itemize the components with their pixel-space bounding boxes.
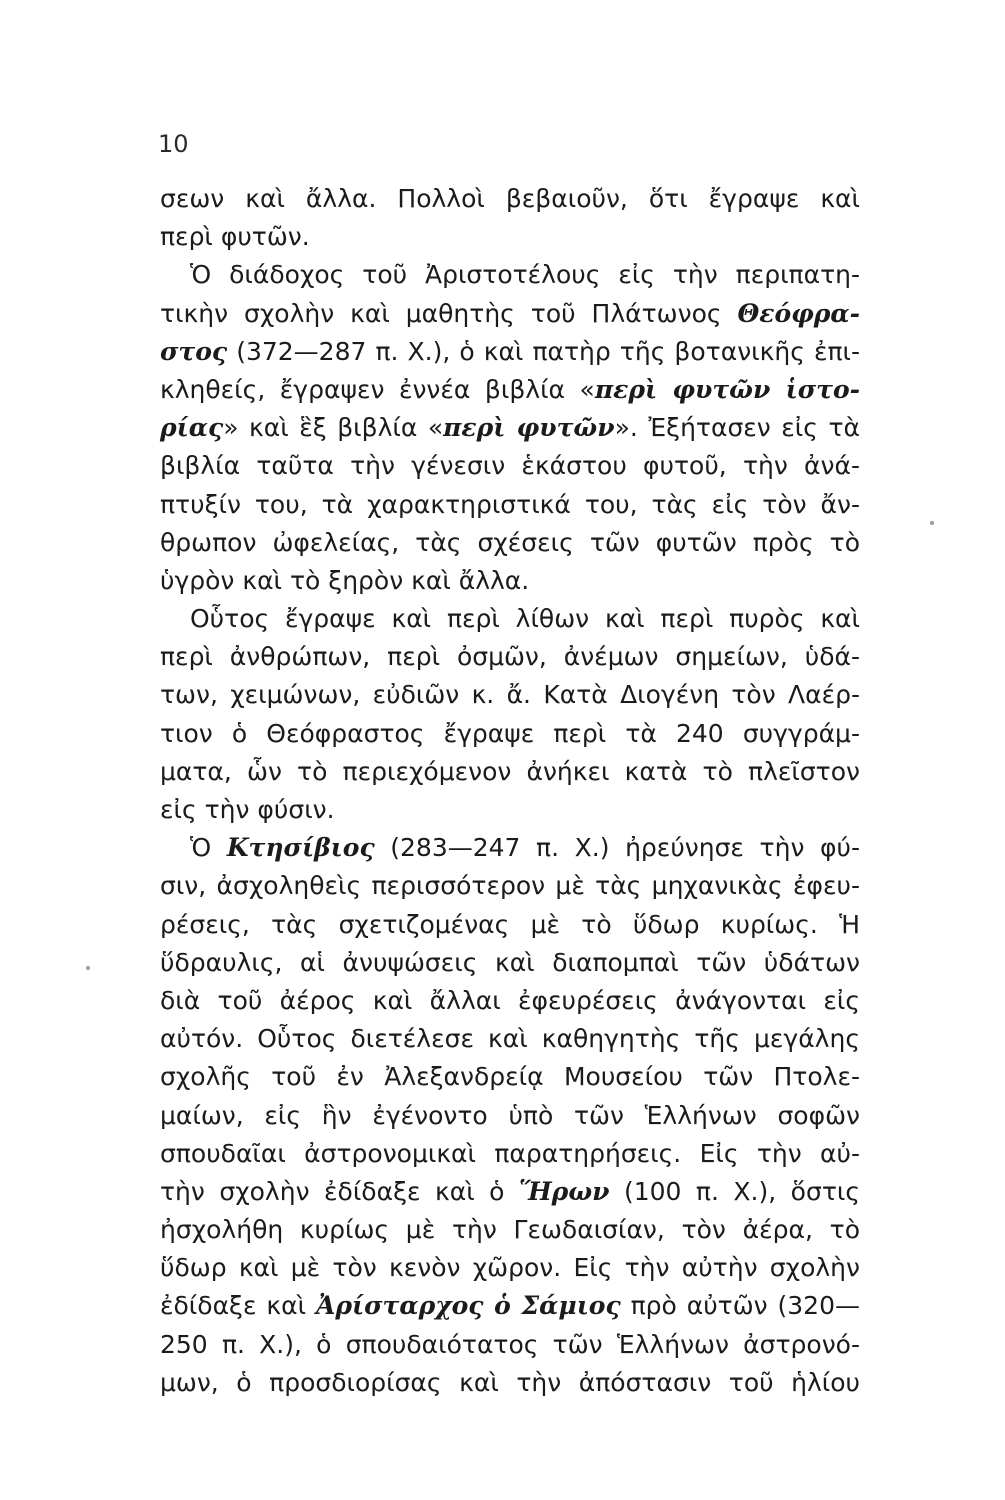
text-line — [160, 1211, 860, 1249]
emphasized-name: περὶ φυτῶν ἱστο- — [594, 374, 860, 404]
text-segment: περὶ ἀνθρώπων, περὶ ὀσμῶν, ἀνέμων σημείων, ὑδά- — [160, 642, 860, 672]
text-segment: μων, ὁ προσδιορίσας καὶ τὴν ἀπόστασιν τοῦ ἡλίου — [160, 1367, 860, 1397]
text-line — [160, 218, 860, 256]
text-line — [160, 409, 860, 447]
text-line — [160, 447, 860, 485]
text-line — [160, 1173, 860, 1211]
text-line — [160, 715, 860, 753]
emphasized-name: Ἀρίσταρχος ὁ Σάμιος — [315, 1291, 621, 1321]
text-segment: κληθείς, ἔγραψεν ἐννέα βιβλία « — [160, 374, 595, 404]
text-segment: ὕδραυλις, αἱ ἀνυψώσεις καὶ διαπομπαὶ τῶν ὑδάτων — [160, 947, 860, 977]
text-segment: τιον ὁ Θεόφραστος ἔγραψε περὶ τὰ 240 συγγράμ- — [160, 718, 860, 748]
text-line — [160, 1135, 860, 1173]
emphasized-name: Θεόφρα- — [737, 298, 860, 328]
emphasized-name: ρίας — [160, 413, 224, 443]
text-segment: σχολῆς τοῦ ἐν Ἀλεξανδρείᾳ Μουσείου τῶν Πτολε- — [160, 1062, 860, 1092]
text-segment: (283—247 π. Χ.) ἠρεύνησε τὴν φύ- — [374, 833, 860, 863]
text-segment: ὑγρὸν καὶ τὸ ξηρὸν καὶ ἄλλα. — [160, 565, 530, 595]
text-line — [160, 676, 860, 714]
emphasized-name: περὶ φυτῶν — [443, 413, 615, 443]
text-line — [160, 1287, 860, 1325]
text-segment: τὴν σχολὴν ἐδίδαξε καὶ ὁ — [160, 1176, 519, 1206]
text-line — [160, 753, 860, 791]
page-number: 10 — [158, 130, 189, 158]
text-segment: θρωπον ὠφελείας, τὰς σχέσεις τῶν φυτῶν πρὸς τὸ — [160, 527, 860, 557]
emphasized-name: Κτησίβιος — [226, 833, 375, 863]
text-line — [160, 638, 860, 676]
text-segment: 250 π. Χ.), ὁ σπουδαιότατος τῶν Ἑλλήνων ἀστρονό- — [160, 1329, 860, 1359]
text-segment: διὰ τοῦ ἀέρος καὶ ἄλλαι ἐφευρέσεις ἀνάγονται εἰς — [160, 985, 860, 1015]
text-segment: ἠσχολήθη κυρίως μὲ τὴν Γεωδαισίαν, τὸν ἀέρα, τὸ — [160, 1215, 860, 1245]
scan-speck — [86, 966, 90, 970]
text-segment: σεων καὶ ἄλλα. Πολλοὶ βεβαιοῦν, ὅτι ἔγραψε καὶ — [160, 184, 860, 213]
text-line — [160, 1097, 860, 1135]
text-segment: » καὶ ἓξ βιβλία « — [223, 413, 444, 443]
text-segment: (100 π. Χ.), ὅστις — [609, 1176, 861, 1206]
text-line — [160, 562, 860, 600]
text-line — [160, 486, 860, 524]
text-segment: τικὴν σχολὴν καὶ μαθητὴς τοῦ Πλάτωνος — [160, 298, 738, 328]
text-segment: ἐδίδαξε καὶ — [160, 1291, 316, 1321]
text-segment: ὕδωρ καὶ μὲ τὸν κενὸν χῶρον. Εἰς τὴν αὐτὴν σχολὴν — [160, 1253, 860, 1283]
text-segment: ρέσεις, τὰς σχετιζομένας μὲ τὸ ὕδωρ κυρίως. Ἡ — [160, 909, 860, 939]
text-line — [160, 1249, 860, 1287]
text-segment: ». Ἐξήτασεν εἰς τὰ — [614, 413, 860, 443]
text-line — [160, 1326, 860, 1364]
text-line — [160, 600, 860, 638]
emphasized-name: στος — [160, 336, 228, 366]
text-segment: (372—287 π. Χ.), ὁ καὶ πατὴρ τῆς βοτανικῆς ἐπι- — [227, 336, 860, 366]
text-segment: Ὁ διάδοχος τοῦ Ἀριστοτέλους εἰς τὴν περιπατη- — [190, 260, 860, 290]
text-line — [160, 791, 860, 829]
text-segment: βιβλία ταῦτα τὴν γένεσιν ἑκάστου φυτοῦ, τὴν ἀνά- — [160, 451, 860, 481]
text-segment: μαίων, εἰς ἣν ἐγένοντο ὑπὸ τῶν Ἑλλήνων σοφῶν — [160, 1100, 860, 1130]
scan-speck — [930, 521, 934, 525]
text-line — [160, 256, 860, 294]
text-line — [160, 906, 860, 944]
text-segment: των, χειμώνων, εὐδιῶν κ. ἄ. Κατὰ Διογένη τὸν Λαέρ- — [160, 680, 860, 710]
body-text — [160, 180, 860, 1402]
text-segment: ματα, ὧν τὸ περιεχόμενον ἀνήκει κατὰ τὸ πλεῖστον — [160, 756, 860, 786]
text-line — [160, 295, 860, 333]
text-line — [160, 1058, 860, 1096]
text-line — [160, 1020, 860, 1058]
text-line — [160, 524, 860, 562]
text-segment: Ὁ — [190, 833, 227, 863]
text-line — [160, 867, 860, 905]
text-segment: εἰς τὴν φύσιν. — [160, 795, 335, 824]
text-segment: πτυξίν του, τὰ χαρακτηριστικά του, τὰς εἰς τὸν ἄν- — [160, 489, 860, 519]
text-segment: αὐτόν. Οὗτος διετέλεσε καὶ καθηγητὴς τῆς μεγάλης — [160, 1024, 860, 1054]
text-line — [160, 982, 860, 1020]
text-line — [160, 829, 860, 867]
text-segment: περὶ φυτῶν. — [160, 222, 310, 252]
text-line — [160, 180, 860, 218]
text-segment: σιν, ἀσχοληθεὶς περισσότερον μὲ τὰς μηχανικὰς ἐφευ- — [160, 871, 860, 901]
text-line — [160, 371, 860, 409]
emphasized-name: Ἥρων — [518, 1176, 610, 1206]
text-segment: πρὸ αὐτῶν (320— — [620, 1291, 860, 1321]
text-segment: Οὗτος ἔγραψε καὶ περὶ λίθων καὶ περὶ πυρὸς καὶ — [190, 604, 860, 634]
text-line — [160, 333, 860, 371]
text-segment: σπουδαῖαι ἀστρονομικαὶ παρατηρήσεις. Εἰς τὴν αὐ- — [160, 1138, 860, 1168]
text-line — [160, 944, 860, 982]
text-line — [160, 1364, 860, 1402]
